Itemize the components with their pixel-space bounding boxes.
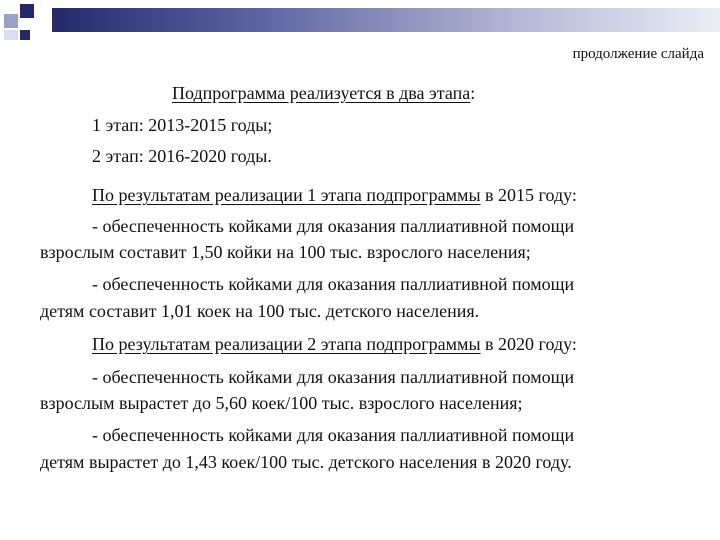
results2-item1-line2: взрослым вырастет до 5,60 коек/100 тыс. взрослого населения; [40, 393, 523, 413]
stages-heading: Подпрограмма реализуется в два этапа [172, 83, 471, 103]
results2-item2-line2: детям вырастет до 1,43 коек/100 тыс. детского населения в 2020 году. [40, 452, 572, 472]
results2-item2-line1: - обеспеченность койками для оказания паллиативной помощи [92, 425, 575, 445]
decor-gradient-band [52, 8, 720, 32]
stage-2: 2 этап: 2016-2020 годы. [92, 146, 272, 166]
stages-heading-suffix: : [470, 83, 476, 103]
decor-square [20, 4, 34, 18]
decor-band-vertical [4, 30, 18, 40]
decor-square [4, 14, 18, 28]
results1-item2-line2: детям составит 1,01 коек на 100 тыс. детского населения. [40, 301, 480, 321]
decor-square [36, 4, 50, 18]
results2-heading-line [92, 333, 577, 355]
continuation-label: продолжение слайда [572, 46, 704, 62]
results1-item2-line1: - обеспеченность койками для оказания паллиативной помощи [92, 274, 575, 294]
results1-item1-line2: взрослым составит 1,50 койки на 100 тыс. взрослого населения; [40, 242, 531, 262]
results1-heading-line [92, 184, 577, 206]
results2-suffix: в 2020 году: [480, 334, 577, 354]
stage-1: 1 этап: 2013-2015 годы; [92, 115, 273, 135]
stages-heading-line [172, 82, 475, 104]
decor-square [20, 30, 30, 40]
results1-heading: По результатам реализации 1 этапа подпрограммы [92, 185, 481, 205]
results2-heading: По результатам реализации 2 этапа подпрограммы [92, 334, 481, 354]
results1-suffix: в 2015 году: [480, 185, 577, 205]
results2-item1-line1: - обеспеченность койками для оказания паллиативной помощи [92, 367, 575, 387]
results1-item1-line1: - обеспеченность койками для оказания паллиативной помощи [92, 216, 575, 236]
